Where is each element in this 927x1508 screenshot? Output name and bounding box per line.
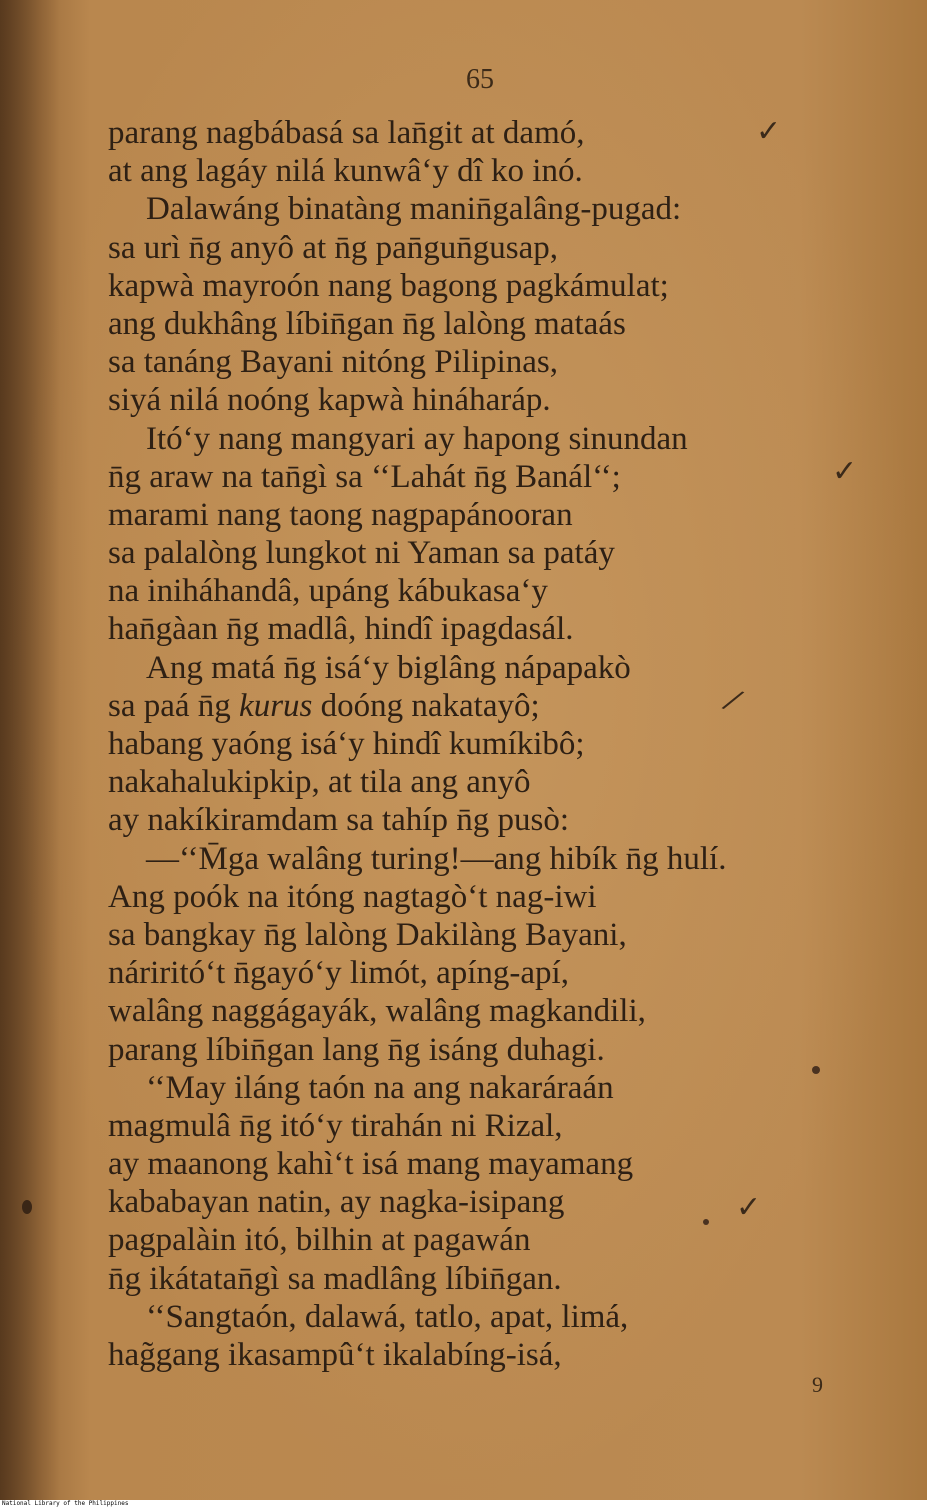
text-line: walâng naggágayák, walâng magkandili,	[108, 993, 646, 1030]
poem-text	[108, 114, 908, 1374]
text-line: kababayan natin, ay nagka-isipang	[108, 1184, 565, 1221]
text-line: n̄g ikátatan̄gì sa madlâng líbin̄gan.	[108, 1260, 562, 1297]
ink-spot	[812, 1066, 820, 1074]
text-line: at ang lagáy nilá kunwâ‘y dî ko inó.	[108, 153, 583, 190]
text-line: na iniháhandâ, upáng kábukasa‘y	[108, 573, 548, 610]
signature-mark: 9	[812, 1372, 823, 1397]
text-line: ang dukhâng líbin̄gan n̄g lalòng mataás	[108, 305, 626, 342]
text-line: parang nagbábasá sa lan̄git at damó,	[108, 115, 585, 151]
checkmark-icon: ✓	[736, 1190, 762, 1225]
ink-spot	[22, 1200, 32, 1214]
text-line: —‘‘M̄ga walâng turing!—ang hibík n̄g hulí.	[146, 840, 727, 877]
text-line: náriritó‘t n̄gayó‘y limót, apíng-apí,	[108, 955, 569, 992]
text-line: Ang poók na itóng nagtagò‘t nag-iwi	[108, 878, 597, 915]
text-line: sa bangkay n̄g lalòng Dakilàng Bayani,	[108, 916, 627, 953]
text-line: ‘‘May iláng taón na ang nakaráraán	[146, 1069, 614, 1106]
text-line: siyá nilá noóng kapwà hináharáp.	[108, 382, 551, 419]
checkmark-icon: ⁄	[724, 684, 741, 719]
text-line: magmulâ n̄g itó‘y tirahán ni Rizal,	[108, 1107, 563, 1144]
text-line: ay maanong kahì‘t isá mang mayamang	[108, 1146, 634, 1183]
checkmark-icon: ✓	[832, 454, 858, 489]
text-line: hag̃gang ikasampû‘t ikalabíng-isá,	[108, 1337, 562, 1373]
page-edge-shadow	[0, 0, 60, 1500]
text-line: sa palalòng lungkot ni Yaman sa patáy	[108, 535, 615, 572]
text-line: ay nakíkiramdam sa tahíp n̄g pusò:	[108, 802, 569, 839]
text-line: sa tanáng Bayani nitóng Pilipinas,	[108, 344, 559, 381]
text-line: habang yaóng isá‘y hindî kumíkibô;	[108, 726, 585, 762]
text-line: pagpalàin itó, bilhin at pagawán	[108, 1222, 531, 1259]
text-line: sa urì n̄g anyô at n̄g pan̄gun̄gusap,	[108, 229, 558, 266]
text-line: parang líbin̄gan lang n̄g isáng duhagi.	[108, 1031, 605, 1068]
text-line: sa paá n̄g kurus doóng nakatayô;	[108, 687, 540, 724]
text-line: Itó‘y nang mangyari ay hapong sinundan	[146, 420, 688, 457]
text-line: han̄gàan n̄g madlâ, hindî ipagdasál.	[108, 611, 574, 648]
footer-credit: National Library of the Philippines	[2, 1500, 129, 1507]
text-line: nakahalukipkip, at tila ang anyô	[108, 764, 531, 801]
text-line: Ang matá n̄g isá‘y biglâng nápapakò	[146, 649, 631, 686]
text-line: n̄g araw na tan̄gì sa ‘‘Lahát n̄g Banál‘‘;	[108, 458, 621, 495]
ink-spot	[703, 1219, 709, 1225]
checkmark-icon: ✓	[756, 114, 782, 149]
page-number: 65	[466, 64, 494, 95]
text-line: ‘‘Sangtaón, dalawá, tatlo, apat, limá,	[146, 1298, 629, 1335]
text-line: kapwà mayroón nang bagong pagkámulat;	[108, 267, 669, 304]
footer-bar	[0, 1500, 927, 1508]
text-line: marami nang taong nagpapánooran	[108, 496, 573, 533]
text-line: Dalawáng binatàng manin̄galâng-pugad:	[146, 191, 682, 228]
italic-word: kurus	[239, 687, 313, 724]
